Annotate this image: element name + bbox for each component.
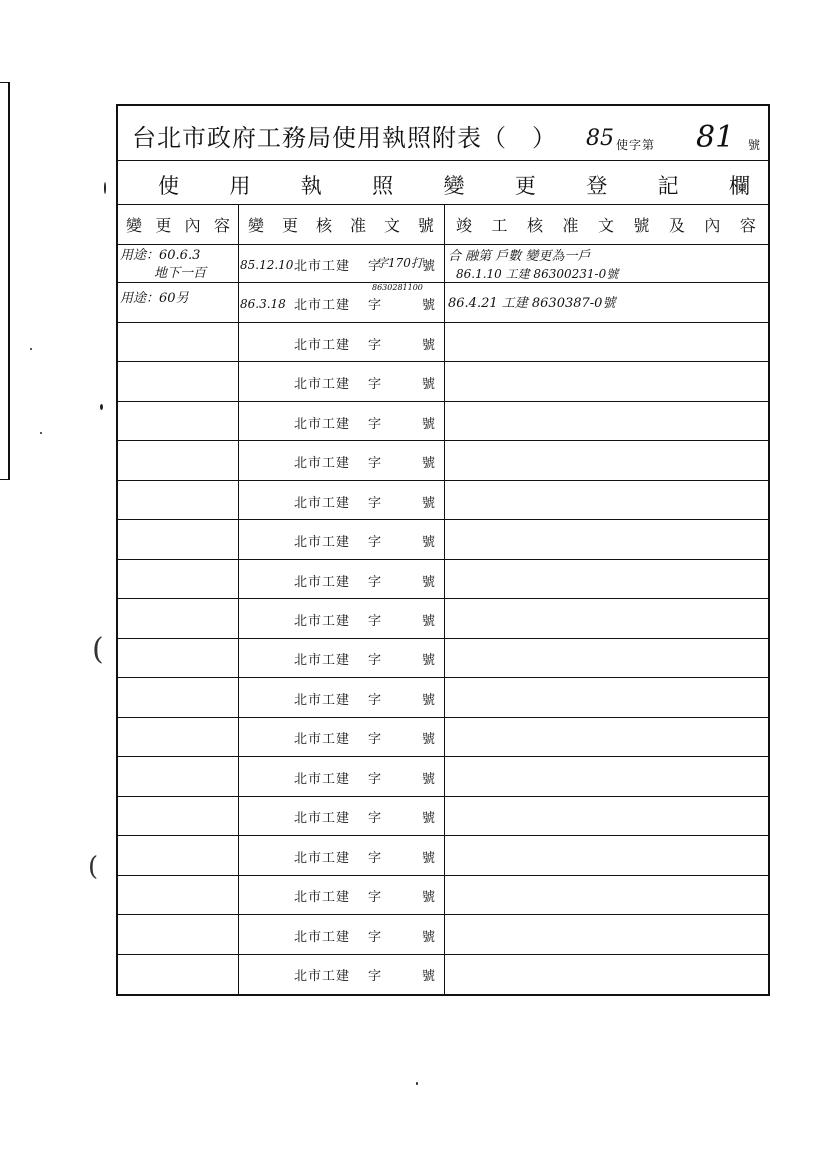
approval-zi-char: 字	[368, 377, 382, 393]
approval-hao-char: 號	[422, 969, 436, 985]
approval-prefix: 北市工建	[294, 535, 351, 551]
approval-prefix: 北市工建	[294, 692, 351, 708]
register-row	[118, 323, 768, 362]
register-row	[118, 244, 768, 283]
scan-edge-mark	[0, 82, 10, 480]
title-row	[118, 106, 768, 161]
approval-hao-char: 號	[422, 377, 436, 393]
register-row	[118, 599, 768, 638]
approval-hao-char: 號	[422, 456, 436, 472]
section-heading-char: 登	[586, 174, 608, 198]
register-row	[118, 560, 768, 599]
approval-zi-char: 字	[368, 456, 382, 472]
approval-zi-char: 字	[368, 574, 382, 590]
approval-prefix: 北市工建	[294, 574, 351, 590]
scan-artifact-paren: (	[88, 852, 99, 882]
column-header-char: 文	[597, 215, 614, 235]
section-heading-char: 執	[300, 174, 322, 198]
scan-speck	[30, 348, 32, 350]
register-row	[118, 639, 768, 678]
year-handwritten: 85	[586, 126, 614, 151]
handwritten-approval-number: 字170打	[376, 256, 423, 270]
approval-zi-char: 字	[368, 337, 382, 353]
approval-prefix: 北市工建	[294, 613, 351, 629]
column-header-char: 變	[126, 215, 143, 235]
approval-zi-char: 字	[368, 535, 382, 551]
column-header-approval-doc	[238, 204, 444, 244]
approval-zi-char: 字	[368, 811, 382, 827]
register-row	[118, 915, 768, 954]
approval-zi-char: 字	[368, 771, 382, 787]
license-appendix-form	[116, 104, 770, 996]
handwritten-content: 用途：60另	[120, 291, 189, 307]
handwritten-content: 用途：60.6.3	[120, 248, 201, 263]
section-heading	[158, 170, 750, 200]
approval-hao-char: 號	[422, 535, 436, 551]
approval-hao-char: 號	[422, 574, 436, 590]
column-header-char: 文	[383, 215, 400, 235]
register-row	[118, 757, 768, 796]
scan-speck	[40, 432, 42, 434]
scan-speck	[104, 182, 106, 194]
approval-zi-char: 字	[368, 732, 382, 748]
handwritten-approval-date: 85.12.10	[240, 257, 294, 272]
register-row	[118, 362, 768, 401]
approval-zi-char: 字	[368, 890, 382, 906]
register-row	[118, 520, 768, 559]
approval-zi-char: 字	[368, 653, 382, 669]
register-row	[118, 481, 768, 520]
approval-zi-char: 字	[368, 969, 382, 985]
approval-prefix: 北市工建	[294, 890, 351, 906]
approval-zi-char: 字	[368, 929, 382, 945]
license-label: 使字第	[616, 138, 656, 152]
approval-prefix: 北市工建	[294, 298, 351, 314]
approval-zi-char: 字	[368, 850, 382, 866]
handwritten-completion: 86.1.10 工建 86300231-0號	[456, 267, 619, 281]
register-row	[118, 955, 768, 994]
approval-hao-char: 號	[422, 929, 436, 945]
column-header-char: 核	[526, 215, 543, 235]
approval-prefix: 北市工建	[294, 456, 351, 472]
approval-prefix: 北市工建	[294, 416, 351, 432]
handwritten-approval-date: 86.3.18	[240, 297, 286, 312]
approval-prefix: 北市工建	[294, 495, 351, 511]
approval-hao-char: 號	[422, 811, 436, 827]
approval-hao-char: 號	[422, 850, 436, 866]
hao-label: 號	[748, 138, 761, 152]
approval-prefix: 北市工建	[294, 771, 351, 787]
column-header-char: 更	[281, 215, 298, 235]
approval-zi-char: 字	[368, 495, 382, 511]
handwritten-content: 地下一百	[154, 266, 207, 281]
approval-prefix: 北市工建	[294, 850, 351, 866]
column-header-change-content	[118, 204, 238, 244]
column-header-char: 竣	[456, 215, 473, 235]
section-heading-char: 欄	[729, 174, 750, 198]
column-header-char: 變	[248, 215, 265, 235]
column-header-char: 內	[184, 215, 201, 235]
section-heading-char: 使	[158, 174, 179, 198]
approval-hao-char: 號	[422, 495, 436, 511]
approval-prefix: 北市工建	[294, 929, 351, 945]
section-heading-char: 記	[657, 174, 679, 198]
column-header-char: 號	[417, 215, 434, 235]
section-heading-char: 用	[229, 174, 251, 198]
register-row	[118, 441, 768, 480]
section-heading-char: 更	[514, 174, 536, 198]
scan-speck	[100, 404, 103, 410]
approval-hao-char: 號	[422, 258, 436, 274]
approval-prefix: 北市工建	[294, 732, 351, 748]
approval-prefix: 北市工建	[294, 258, 351, 274]
column-header-char: 工	[491, 215, 508, 235]
register-row	[118, 836, 768, 875]
column-header-row	[118, 204, 768, 245]
column-header-char: 核	[315, 215, 332, 235]
approval-hao-char: 號	[422, 653, 436, 669]
approval-prefix: 北市工建	[294, 811, 351, 827]
register-row	[118, 283, 768, 322]
column-header-char: 內	[704, 215, 721, 235]
approval-zi-char: 字	[368, 298, 382, 314]
approval-zi-char: 字	[368, 258, 382, 274]
approval-hao-char: 號	[422, 732, 436, 748]
approval-hao-char: 號	[422, 771, 436, 787]
license-number-handwritten: 81	[696, 120, 735, 155]
approval-prefix: 北市工建	[294, 337, 351, 353]
column-header-completion	[444, 204, 768, 244]
section-heading-char: 變	[443, 174, 465, 198]
column-header-char: 容	[213, 215, 230, 235]
column-header-char: 更	[155, 215, 172, 235]
handwritten-approval-number: 8630281100	[372, 283, 423, 293]
form-title: 台北市政府工務局使用執照附表（ ）	[132, 124, 557, 152]
scan-artifact-paren: (	[92, 632, 104, 667]
approval-hao-char: 號	[422, 298, 436, 314]
column-header-char: 容	[739, 215, 756, 235]
column-header-char: 准	[562, 215, 579, 235]
register-row	[118, 876, 768, 915]
approval-hao-char: 號	[422, 416, 436, 432]
approval-hao-char: 號	[422, 613, 436, 629]
approval-zi-char: 字	[368, 692, 382, 708]
approval-prefix: 北市工建	[294, 377, 351, 393]
register-row	[118, 797, 768, 836]
register-row	[118, 402, 768, 441]
approval-zi-char: 字	[368, 416, 382, 432]
column-header-char: 及	[668, 215, 685, 235]
column-header-char: 准	[349, 215, 366, 235]
section-heading-row	[118, 160, 768, 205]
approval-hao-char: 號	[422, 890, 436, 906]
register-row	[118, 718, 768, 757]
handwritten-completion: 86.4.21 工建 8630387-0號	[448, 296, 616, 312]
approval-prefix: 北市工建	[294, 969, 351, 985]
handwritten-completion: 合 融第 戶數 變更為一戶	[448, 249, 591, 264]
section-heading-char: 照	[372, 174, 394, 198]
column-header-char: 號	[633, 215, 650, 235]
approval-prefix: 北市工建	[294, 653, 351, 669]
approval-hao-char: 號	[422, 692, 436, 708]
approval-hao-char: 號	[422, 337, 436, 353]
scan-speck	[416, 1082, 418, 1085]
register-row	[118, 678, 768, 717]
approval-zi-char: 字	[368, 613, 382, 629]
